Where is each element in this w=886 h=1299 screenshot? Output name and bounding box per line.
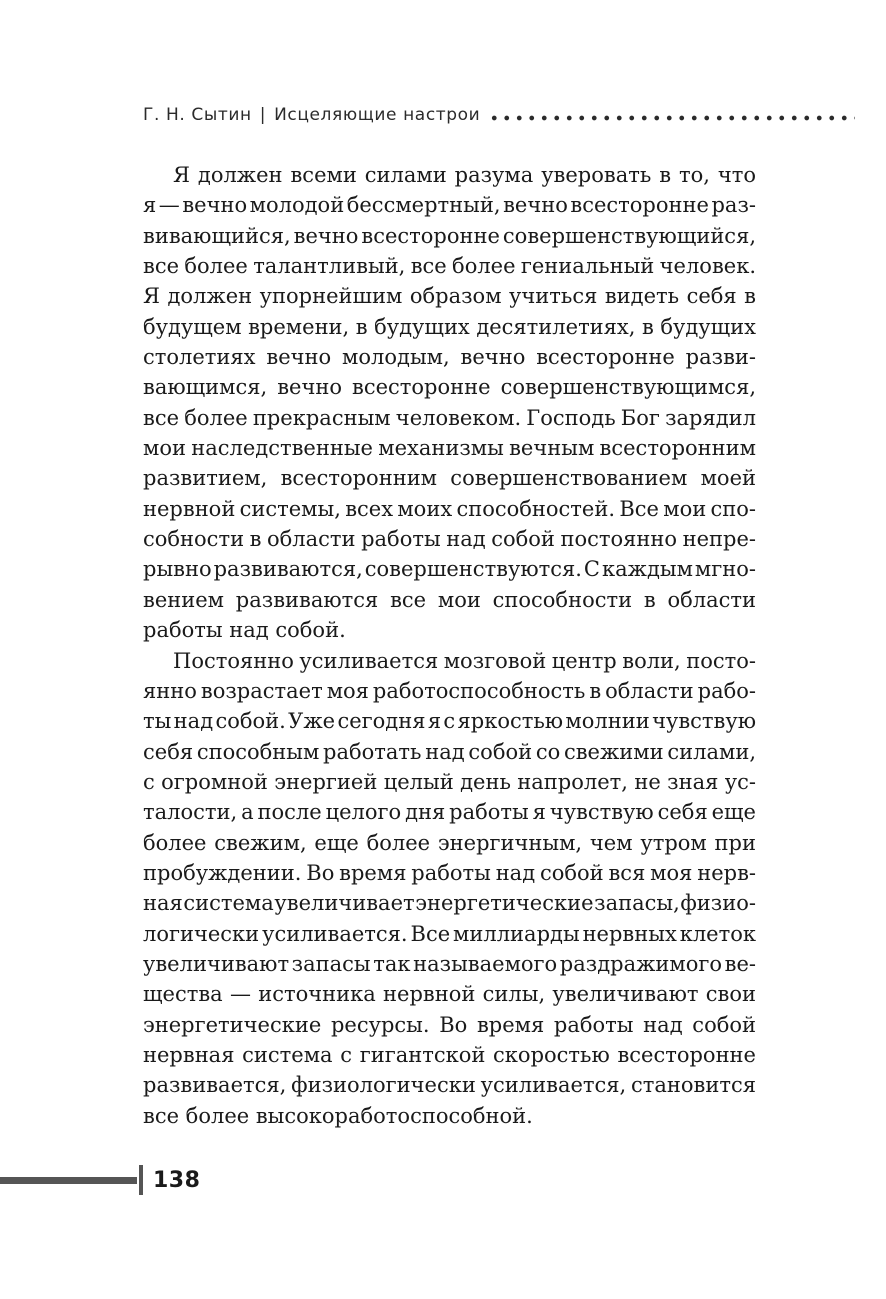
- text-line: вающимся, вечно всесторонне совершенствующимся,: [143, 375, 756, 400]
- text-line: щества — источника нервной силы, увеличивают свои: [143, 982, 756, 1007]
- text-line: все более высокоработоспособной.: [143, 1103, 533, 1128]
- text-line: Постоянно усиливается мозговой центр воли, посто-: [173, 648, 756, 673]
- text-line: будущем времени, в будущих десятилетиях, в будущих: [143, 314, 756, 339]
- text-line: янно возрастает моя работоспособность в области рабо-: [143, 678, 756, 703]
- text-line: увеличивают запасы так называемого раздражимого ве-: [143, 951, 756, 976]
- text-line: себя способным работать над собой со свежими силами,: [143, 739, 756, 764]
- text-line: с огромной энергией целый день напролет, не зная ус-: [143, 769, 756, 794]
- header-separator: |: [259, 105, 267, 125]
- running-header: [143, 102, 855, 128]
- text-line: все более талантливый, все более гениальный человек.: [143, 254, 756, 279]
- text-line: развитием, всесторонним совершенствованием моей: [143, 466, 756, 491]
- text-line: нервной системы, всех моих способностей. Все мои спо-: [143, 496, 757, 521]
- text-line: мои наследственные механизмы вечным всесторонним: [143, 436, 756, 461]
- header-dot-leader: [488, 115, 855, 121]
- text-line: пробуждении. Во время работы над собой вся моя нерв-: [143, 860, 756, 885]
- text-line: ная система увеличивает энергетические запасы, физио-: [143, 891, 756, 916]
- text-line: рывно развиваются, совершенствуются. С каждым мгно-: [143, 557, 756, 582]
- text-line: Я должен упорнейшим образом учиться видеть себя в: [143, 284, 756, 309]
- body-text: [143, 160, 756, 1131]
- text-line: столетиях вечно молодым, вечно всесторонне разви-: [143, 345, 756, 370]
- text-line: вивающийся, вечно всесторонне совершенствующийся,: [143, 223, 756, 248]
- text-line: вением развиваются все мои способности в области: [143, 587, 756, 612]
- header-book-title: Исцеляющие настрои: [274, 105, 481, 125]
- page-footer: [0, 1165, 886, 1197]
- page-number: 138: [153, 1168, 201, 1193]
- footer-rule: [0, 1177, 137, 1184]
- text-line: более свежим, еще более энергичным, чем утром при: [143, 830, 756, 855]
- text-line: энергетические ресурсы. Во время работы над собой: [143, 1012, 756, 1037]
- paragraph: [143, 160, 756, 646]
- text-line: все более прекрасным человеком. Господь Бог зарядил: [143, 405, 756, 430]
- paragraph: [143, 646, 756, 1132]
- text-line: работы над собой.: [143, 618, 346, 643]
- text-line: Я должен всеми силами разума уверовать в то, что: [173, 163, 756, 187]
- text-line: логически усиливается. Все миллиарды нервных клеток: [143, 921, 756, 946]
- text-line: развивается, физиологически усиливается, становится: [143, 1073, 756, 1098]
- text-line: я — вечно молодой бессмертный, вечно всесторонне раз-: [143, 193, 756, 218]
- text-line: талости, а после целого дня работы я чувствую себя еще: [143, 800, 756, 825]
- text-line: собности в области работы над собой постоянно непре-: [143, 527, 756, 552]
- text-line: ты над собой. Уже сегодня я с яркостью молнии чувствую: [143, 709, 756, 734]
- header-author: Г. Н. Сытин: [143, 105, 252, 125]
- text-line: нервная система с гигантской скоростью всесторонне: [143, 1042, 756, 1067]
- footer-tick: [139, 1165, 143, 1195]
